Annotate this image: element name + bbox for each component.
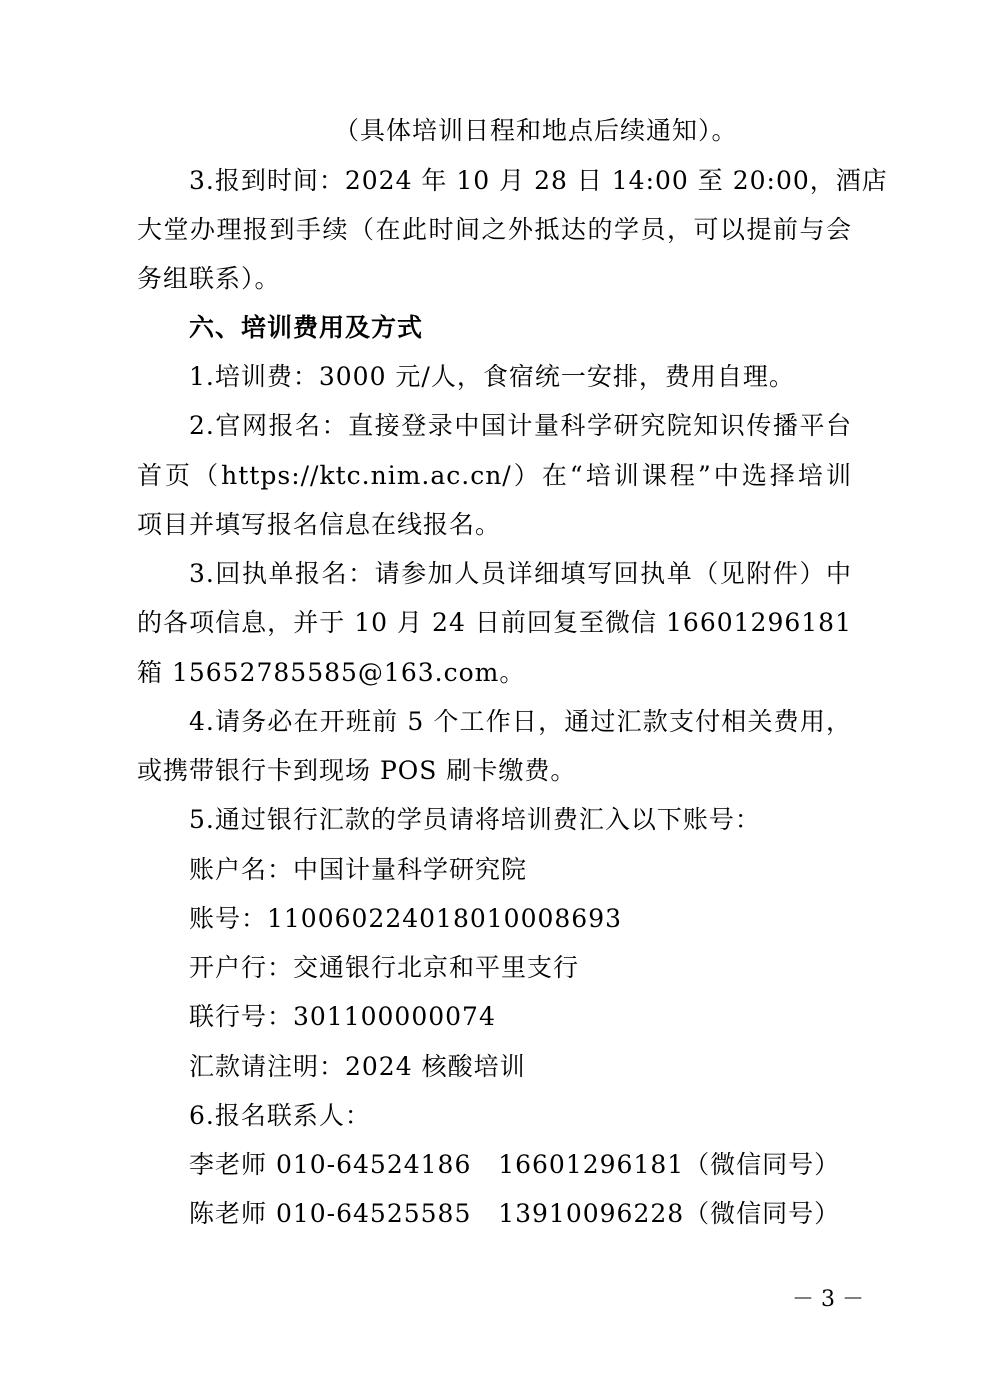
account-number: 账号：110060224018010008693 <box>189 904 623 933</box>
website-registration-line-1: 2.官网报名：直接登录中国计量科学研究院知识传播平台 <box>189 411 852 440</box>
schedule-note: （具体培训日程和地点后续通知）。 <box>334 116 738 145</box>
bank-transfer-line: 5.通过银行汇款的学员请将培训费汇入以下账号： <box>189 805 761 834</box>
contact-li: 李老师 010-64524186 16601296181（微信同号） <box>189 1150 841 1179</box>
training-fee-line: 1.培训费：3000 元/人，食宿统一安排，费用自理。 <box>189 362 795 391</box>
account-name: 账户名：中国计量科学研究院 <box>189 855 528 884</box>
website-registration-line-2: 首页（https://ktc.nim.ac.cn/）在“培训课程”中选择培训 <box>137 461 852 490</box>
check-in-time-line-1: 3.报到时间：2024 年 10 月 28 日 14:00 至 20:00，酒店 <box>189 166 888 195</box>
receipt-registration-line-2: 的各项信息，并于 10 月 24 日前回复至微信 16601296181 <box>137 608 852 637</box>
receipt-registration-line-3: 箱 15652785585@163.com。 <box>137 658 526 687</box>
remittance-note: 汇款请注明：2024 核酸培训 <box>189 1052 526 1081</box>
page-number: － 3 － <box>792 1287 864 1312</box>
opening-bank: 开户行：交通银行北京和平里支行 <box>189 953 580 982</box>
contact-heading: 6.报名联系人： <box>189 1101 371 1130</box>
website-registration-line-3: 项目并填写报名信息在线报名。 <box>137 510 502 539</box>
check-in-time-line-2: 大堂办理报到手续（在此时间之外抵达的学员，可以提前与会 <box>137 215 852 244</box>
payment-deadline-line-1: 4.请务必在开班前 5 个工作日，通过汇款支付相关费用， <box>189 707 852 736</box>
check-in-time-line-3: 务组联系）。 <box>137 264 281 293</box>
contact-chen: 陈老师 010-64525585 13910096228（微信同号） <box>189 1199 841 1228</box>
section-six-heading: 六、培训费用及方式 <box>189 313 424 342</box>
receipt-registration-line-1: 3.回执单报名：请参加人员详细填写回执单（见附件）中 <box>189 559 852 588</box>
bank-code: 联行号：301100000074 <box>189 1002 496 1031</box>
payment-deadline-line-2: 或携带银行卡到现场 POS 刷卡缴费。 <box>137 756 577 785</box>
